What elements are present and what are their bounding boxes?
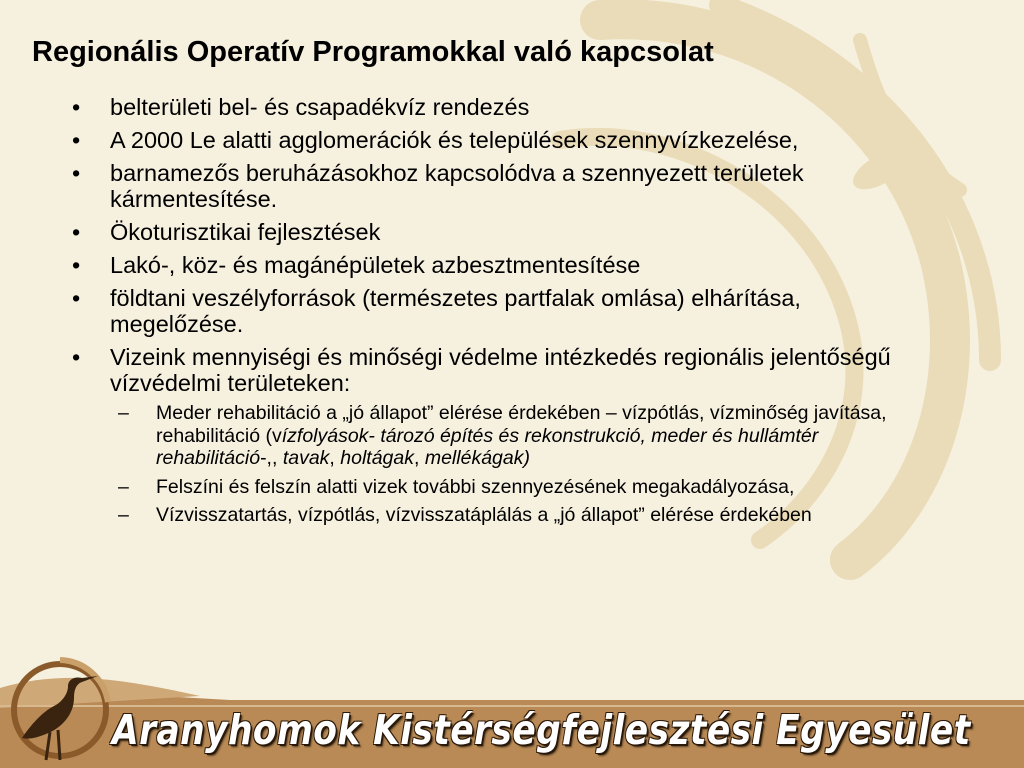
- sub-bullet-italic-text: mellékágak): [424, 447, 530, 469]
- bullet-list: [70, 94, 920, 527]
- sub-bullet-italic-text: holtágak: [340, 447, 414, 469]
- heron-bird-logo: [2, 642, 124, 768]
- slide-content: [70, 94, 920, 534]
- sub-bullet-item: [110, 402, 920, 470]
- sub-bullet-item: – Felszíni és felszín alatti vizek további szennyezésének megakadályozása,: [110, 476, 920, 499]
- bullet-item: • Lakó-, köz- és magánépületek azbesztmentesítése: [70, 252, 920, 278]
- bullet-item: • földtani veszélyforrások (természetes partfalak omlása) elhárítása, megelőzése.: [70, 285, 920, 337]
- sub-bullet-italic-text: ízfolyások- tározó építés és rekonstrukció, meder és hullámtér rehabilitáció: [156, 424, 819, 469]
- sub-bullet-text: ,: [414, 447, 425, 469]
- organization-name: Aranyhomok Kistérségfejlesztési Egyesület: [112, 706, 971, 754]
- sub-bullet-text: Meder rehabilitáció a „jó állapot” elérése érdekében – vízpótlás, vízminőség javítása, rehabilitáció (v: [156, 402, 887, 447]
- sub-bullet-item: – Vízvisszatartás, vízpótlás, vízvisszatáplálás a „jó állapot” elérése érdekében: [110, 504, 920, 527]
- bullet-text: Vizeink mennyiségi és minőségi védelme intézkedés regionális jelentőségű vízvédelmi területeken:: [110, 344, 891, 396]
- bullet-item-water-protection: [70, 344, 920, 527]
- bullet-item: • Ökoturisztikai fejlesztések: [70, 219, 920, 245]
- sub-bullet-list: [110, 402, 920, 527]
- sub-bullet-text: -,,: [260, 447, 283, 469]
- page-title: Regionális Operatív Programokkal való kapcsolat: [32, 36, 714, 68]
- bullet-item: • belterületi bel- és csapadékvíz rendezés: [70, 94, 920, 120]
- bullet-item: • A 2000 Le alatti agglomerációk és települések szennyvízkezelése,: [70, 127, 920, 153]
- sub-bullet-text: ,: [329, 447, 341, 469]
- sub-bullet-italic-text: tavak: [282, 447, 330, 469]
- bullet-item: • barnamezős beruházásokhoz kapcsolódva a szennyezett területek kármentesítése.: [70, 160, 920, 212]
